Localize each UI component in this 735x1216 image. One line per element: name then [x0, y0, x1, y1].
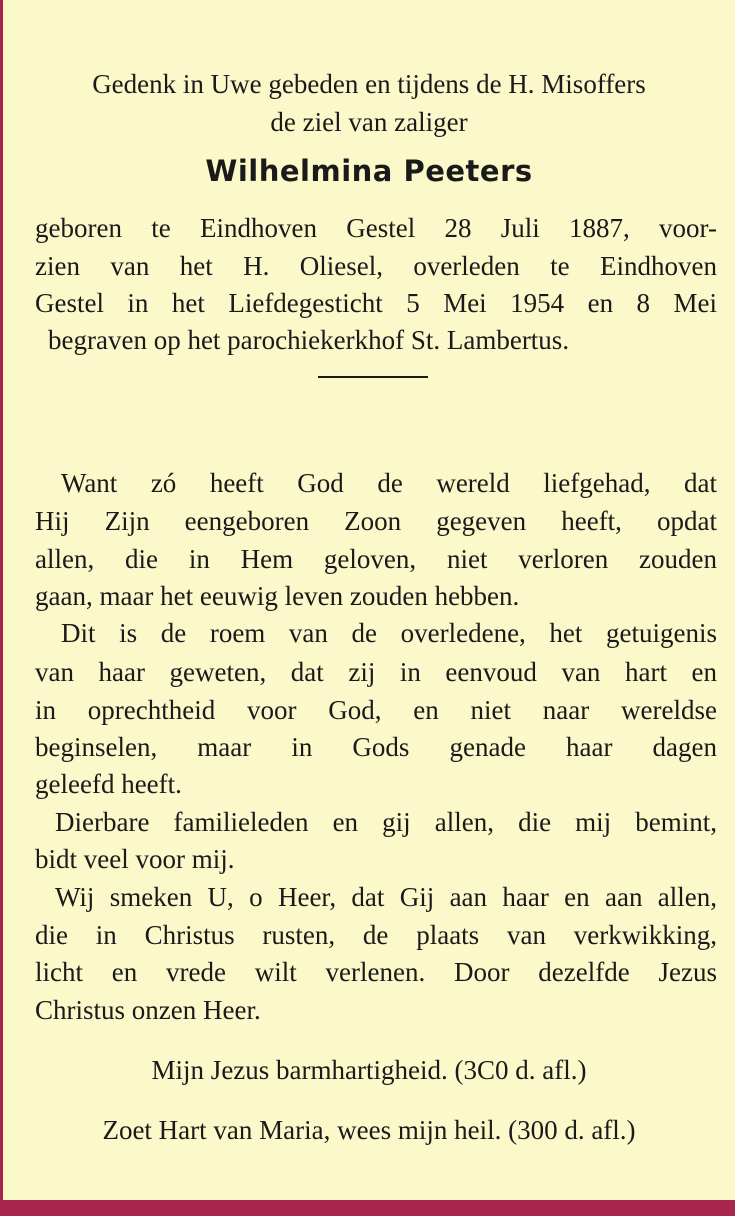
prayer-line: die in Christus rusten, de plaats van verkwikking, — [35, 920, 717, 950]
memorial-card — [3, 0, 735, 1200]
plea-line: Dierbare familieleden en gij allen, die mij bemint, — [55, 807, 717, 837]
tribute-line: Dit is de roem van de overledene, het getuigenis — [61, 618, 717, 648]
intro-line-1: Gedenk in Uwe gebeden en tijdens de H. Misoffers — [92, 69, 646, 99]
ejaculation-line: Zoet Hart van Maria, wees mijn heil. (300 d. afl.) — [102, 1115, 636, 1145]
tribute-line: van haar geweten, dat zij in eenvoud van hart en — [35, 657, 717, 687]
bio-line: zien van het H. Oliesel, overleden te Eindhoven — [35, 251, 717, 281]
verse-line: gaan, maar het eeuwig leven zouden hebben. — [35, 581, 520, 611]
verse-line: Hij Zijn eengeboren Zoon gegeven heeft, opdat — [35, 506, 717, 536]
verse-line: allen, die in Hem geloven, niet verloren zouden — [35, 544, 717, 574]
bio-line: begraven op het parochiekerkhof St. Lambertus. — [48, 325, 570, 355]
tribute-line: geleefd heeft. — [35, 769, 182, 799]
divider-rule — [318, 376, 428, 378]
plea-line: bidt veel voor mij. — [35, 844, 235, 874]
intro-line-2: de ziel van zaliger — [270, 107, 468, 137]
deceased-name: Wilhelmina Peeters — [205, 154, 533, 188]
tribute-line: beginselen, maar in Gods genade haar dagen — [35, 732, 717, 762]
bio-line: Gestel in het Liefdegesticht 5 Mei 1954 en 8 Mei — [35, 288, 717, 318]
ejaculation-line: Mijn Jezus barmhartigheid. (3C0 d. afl.) — [151, 1055, 587, 1085]
bio-line: geboren te Eindhoven Gestel 28 Juli 1887, voor- — [35, 213, 717, 243]
prayer-line: Wij smeken U, o Heer, dat Gij aan haar en aan allen, — [55, 882, 717, 912]
tribute-line: in oprechtheid voor God, en niet naar wereldse — [35, 695, 717, 725]
prayer-line: licht en vrede wilt verlenen. Door dezelfde Jezus — [35, 957, 717, 987]
prayer-line: Christus onzen Heer. — [35, 995, 261, 1025]
card-border-bottom — [0, 1200, 735, 1216]
verse-line: Want zó heeft God de wereld liefgehad, dat — [61, 468, 717, 498]
